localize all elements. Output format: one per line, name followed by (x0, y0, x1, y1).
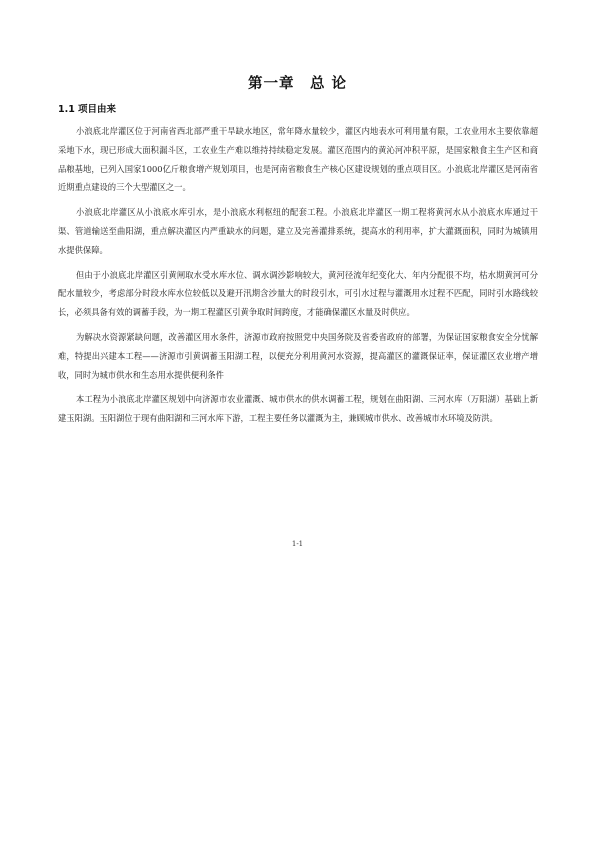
page-number: 1-1 (291, 540, 304, 548)
section-number: 1.1 (58, 104, 75, 115)
paragraph: 为解决水资源紧缺问题，改善灌区用水条件，济源市政府按照党中央国务院及省委省政府的部署，为保证国家粮食安全分忧解难，特提出兴建本工程——济源市引黄调蓄玉阳湖工程，以便充分利用黄河水资源，提高灌区的灌溉保证率，保证灌区农业增产增收，同时为城市供水和生态用水提供便利条件 (58, 331, 538, 380)
paragraph: 小浪底北岸灌区位于河南省西北部严重干旱缺水地区，常年降水量较少，灌区内地表水可利用量有限，工农业用水主要依靠超采地下水，现已形成大面积漏斗区，工农业生产难以维持持续稳定发展。灌区范围内的黄沁河冲积平原，是国家粮食主生产区和商品粮基地，已列入国家1000亿斤粮食增产规划项目，也是河南省粮食生产核心区建设规划的重点项目区。小浪底北岸灌区是河南省近期重点建设的三个大型灌区之一。 (58, 126, 538, 193)
paragraph: 但由于小浪底北岸灌区引黄闸取水受水库水位、调水调沙影响较大，黄河径流年纪变化大、年内分配很不均，枯水期黄河可分配水量较少，考虑部分时段水库水位较低以及避开汛期含沙量大的时段引水，可引水过程与灌溉用水过程不匹配，同时引水路线较长，必须具备有效的调蓄手段，为一期工程灌区引黄争取时间跨度，才能确保灌区水量及时供应。 (58, 269, 538, 318)
paragraph: 小浪底北岸灌区从小浪底水库引水，是小浪底水利枢纽的配套工程。小浪底北岸灌区一期工程将黄河水从小浪底水库通过干渠、管道输送至曲阳湖，重点解决灌区内严重缺水的问题，建立及完善灌排系统，提高水的利用率，扩大灌溉面积，同时为城镇用水提供保障。 (58, 207, 538, 255)
section-title: 项目由来 (78, 104, 117, 115)
section-heading (58, 101, 116, 115)
chapter-title: 第一章 总 论 (247, 76, 348, 92)
body-text (58, 122, 538, 434)
paragraph: 本工程为小浪底北岸灌区规划中向济源市农业灌溉、城市供水的供水调蓄工程，规划在曲阳湖、三河水库（万阳湖）基础上新建玉阳湖。玉阳湖位于现有曲阳湖和三河水库下游，工程主要任务以灌溉为主，兼顾城市供水、改善城市水环境及防洪。 (58, 394, 538, 424)
